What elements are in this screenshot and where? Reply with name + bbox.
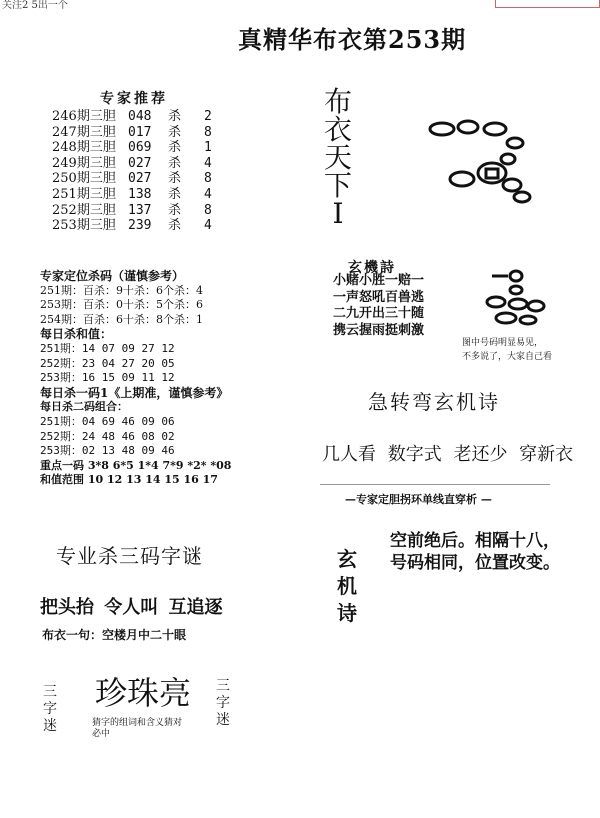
divider xyxy=(320,484,550,486)
expert-row: 250期三胆 027 杀 8 xyxy=(52,171,212,187)
expert-row: 251期三胆 138 杀 4 xyxy=(52,186,212,202)
expert-row: 252期三胆 137 杀 8 xyxy=(52,202,212,218)
position-kill-row: 251期：百杀：9十杀：6个杀：4 xyxy=(40,283,203,297)
daily-two-row: 252期：24 48 46 08 02 xyxy=(40,429,175,443)
cloth-line: 布衣一句：空楼月中二十眼 xyxy=(42,628,187,642)
poem-line: 一声怒吼百兽逃 xyxy=(333,289,425,305)
daily-sum-heading: 每日杀和值： xyxy=(40,327,113,342)
key-combo: 重点一码 3*8 6*5 1*4 7*9 *2* *08 xyxy=(40,458,232,472)
daily-two-heading: 每日杀二码组合： xyxy=(40,400,128,414)
xuanji-vertical-label: 玄机诗 xyxy=(337,547,357,625)
image-note: 图中号码明显易见， 不多说了，大家自己看 xyxy=(462,338,553,362)
pearl-note: 猜字的组词和含义猜对必中 xyxy=(92,718,183,739)
corner-text: 关注2 5出一个 xyxy=(2,0,68,11)
pearl-riddle: 珍珠亮 xyxy=(95,674,192,712)
poem-line: 小赌小胜一赔一 xyxy=(333,273,425,288)
poem-heading: 玄機詩 xyxy=(348,260,396,276)
four-phrases: 几人看 数字式 老还少 穿新衣 xyxy=(322,444,574,465)
vertical-title: 布衣天下I xyxy=(323,85,352,230)
xuanji-poem xyxy=(390,530,560,574)
position-kill-row: 254期：百杀：6十杀：8个杀：1 xyxy=(40,312,203,326)
daily-two-row: 251期：04 69 46 09 06 xyxy=(40,414,175,428)
number-sketch-image xyxy=(420,115,535,205)
daily-sum-row: 251期：14 07 09 27 12 xyxy=(40,341,175,355)
position-kill-heading: 专家定位杀码（谨慎参考） xyxy=(40,269,185,283)
daily-sum-row: 252期：23 04 27 20 05 xyxy=(40,356,175,370)
corner-frame xyxy=(495,0,600,8)
xuanji-poem-line: 空前绝后。相隔十八， xyxy=(390,531,560,551)
number-sketch-image xyxy=(478,268,548,328)
expert-break-heading: —专家定胆拐环单线直穿析 — xyxy=(345,493,492,506)
poem-line: 携云握雨挺刺激 xyxy=(333,322,425,338)
poem-line: 二九开出三十随 xyxy=(333,306,425,321)
expert-row: 248期三胆 069 杀 1 xyxy=(52,140,212,156)
kill-three-heading: 专业杀三码字谜 xyxy=(56,544,203,568)
position-kill-row: 253期：百杀：0十杀：5个杀：6 xyxy=(40,298,203,312)
left-riddle-label: 三字迷 xyxy=(43,684,57,734)
expert-row: 249期三胆 027 杀 4 xyxy=(52,155,212,171)
daily-sum-row: 253期：16 15 09 11 12 xyxy=(40,371,175,385)
expert-row: 246期三胆 048 杀 2 xyxy=(52,109,212,124)
right-riddle-label: 三字迷 xyxy=(216,678,230,728)
kill-three-phrases: 把头抬 令人叫 互追逐 xyxy=(40,597,223,618)
daily-two-row: 253期：02 13 48 09 46 xyxy=(40,444,175,458)
expert-rows xyxy=(52,109,212,234)
poem-lines xyxy=(333,273,424,339)
expert-row: 253期三胆 239 杀 4 xyxy=(52,218,212,234)
daily-one-heading: 每日杀一码1《上期准，谨慎参考》 xyxy=(40,385,229,400)
sum-range: 和值范围 10 12 13 14 15 16 17 xyxy=(40,473,218,487)
turn-heading: 急转弯玄机诗 xyxy=(368,390,500,414)
page-title: 真精华布衣第253期 xyxy=(238,25,467,54)
kill-stats-block xyxy=(40,269,231,488)
expert-heading: 专家推荐 xyxy=(100,91,168,107)
xuanji-poem-line: 号码相同，位置改变。 xyxy=(390,553,560,573)
expert-row: 247期三胆 017 杀 8 xyxy=(52,124,212,140)
